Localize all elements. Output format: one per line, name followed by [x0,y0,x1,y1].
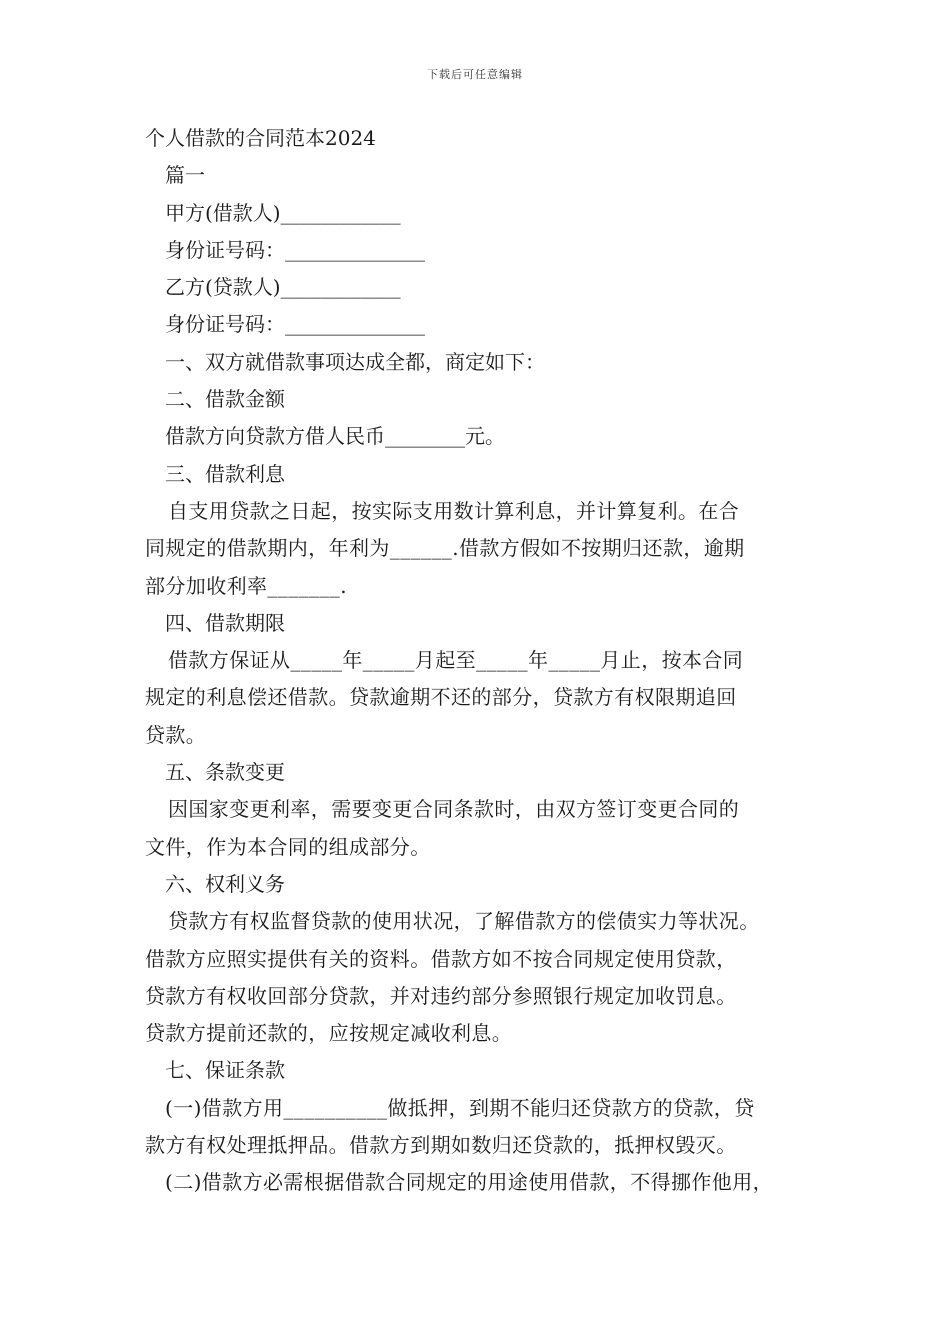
clause-7-line: 款方有权处理抵押品。借款方到期如数归还贷款的，抵押权毁灭。 [145,1133,737,1158]
clause-3-line: 部分加收利率_______. [145,573,347,598]
party-a-field: 甲方(借款人)____________ [165,200,401,225]
clause-4-line: 借款方保证从_____年_____月起至_____年_____月止，按本合同 [168,648,744,673]
clause-4-line: 规定的利息偿还借款。贷款逾期不还的部分，贷款方有权限期追回 [145,685,737,710]
clause-7-line: (一)借款方用__________做抵押，到期不能归还贷款方的贷款，贷 [165,1095,755,1120]
clause-6-line: 贷款方有权监督贷款的使用状况，了解借款方的偿债实力等状况。 [168,909,760,934]
clause-1-text: 一、双方就借款事项达成全都，商定如下： [165,349,545,374]
clause-4-heading: 四、借款期限 [165,610,285,635]
party-b-field: 乙方(贷款人)____________ [165,275,401,300]
clause-5-heading: 五、条款变更 [165,760,285,785]
clause-4-line: 贷款。 [145,722,207,747]
document-body [145,120,825,1202]
clause-3-line: 同规定的借款期内，年利为______.借款方假如不按期归还款，逾期 [145,536,745,561]
clause-6-heading: 六、权利义务 [165,871,285,896]
clause-3-heading: 三、借款利息 [165,461,285,486]
clause-2-body: 借款方向贷款方借人民币________元。 [165,424,505,449]
clause-6-line: 贷款方有权收回部分贷款，并对违约部分参照银行规定加收罚息。 [145,983,737,1008]
party-a-id-field: 身份证号码：______________ [165,237,425,262]
clause-5-line: 文件，作为本合同的组成部分。 [145,834,431,859]
document-title: 个人借款的合同范本2024 [145,126,376,150]
clause-7-line: (二)借款方必需根据借款合同规定的用途使用借款，不得挪作他用， [165,1170,774,1195]
section-label: 篇一 [165,163,205,188]
clause-6-line: 借款方应照实提供有关的资料。借款方如不按合同规定使用贷款， [145,946,737,971]
page-header-note: 下载后可任意编辑 [427,68,523,81]
clause-7-heading: 七、保证条款 [165,1058,285,1083]
clause-5-line: 因国家变更利率，需要变更合同条款时，由双方签订变更合同的 [168,797,740,822]
clause-6-line: 贷款方提前还款的，应按规定减收利息。 [145,1021,513,1046]
clause-2-heading: 二、借款金额 [165,387,285,412]
clause-3-line: 自支用贷款之日起，按实际支用数计算利息，并计算复利。在合 [168,498,740,523]
party-b-id-field: 身份证号码：______________ [165,312,425,337]
